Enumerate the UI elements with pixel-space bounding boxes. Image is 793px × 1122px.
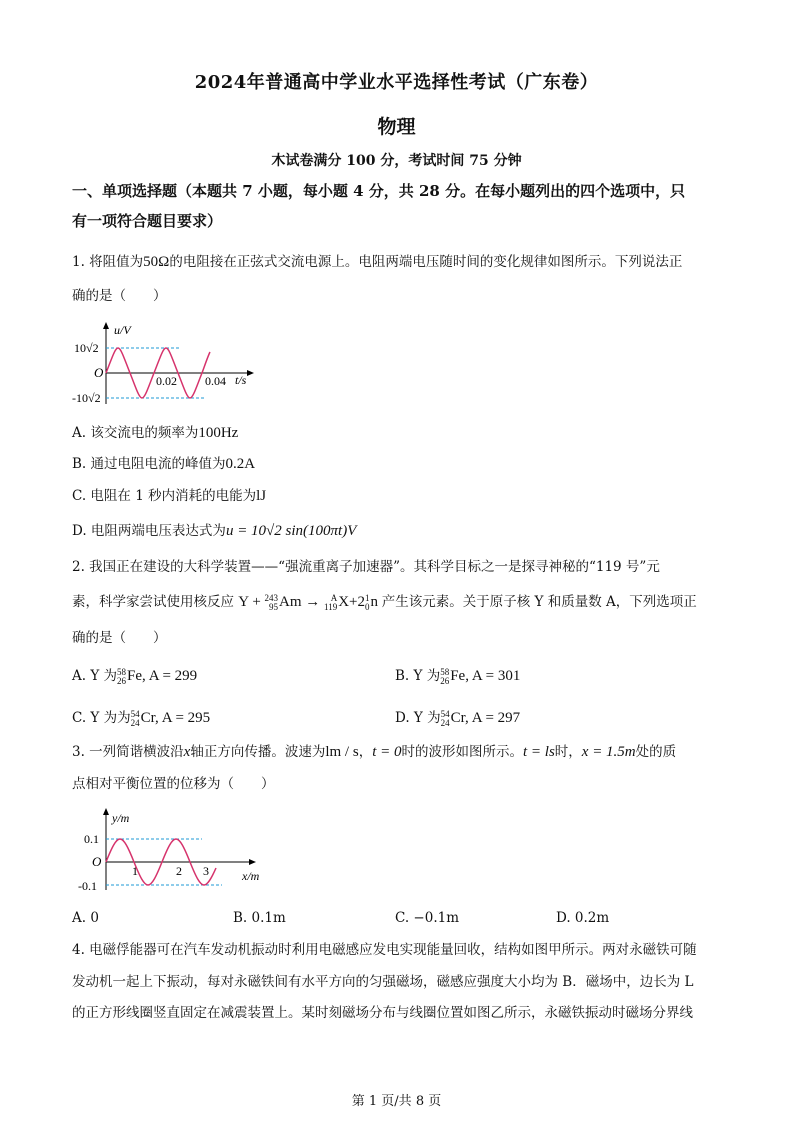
section-heading-line2: 有一项符合题目要求） [72, 212, 223, 230]
q2-stem-line2: 素，科学家尝试使用核反应 Y + 243 95Am → A 119X+21 0n 产生该元素。关于原子核 Y 和质量数 A，下列选项正 [72, 592, 697, 612]
q3-stem-line1: 3. 一列简谐横波沿x轴正方向传播。波速为lm / s，t = 0时的波形如图所示。t = ls时，x = 1.5m处的质 [72, 744, 677, 760]
q3-stem-line2: 点相对平衡位置的位移为（ ） [72, 776, 275, 792]
q1-origin-label: O [94, 365, 104, 380]
q1-x2-label: 0.04 [205, 374, 226, 388]
q4-stem-line1: 4. 电磁俘能器可在汽车发动机振动时利用电磁感应发电实现能量回收，结构如图甲所示。两对永磁铁可随 [72, 942, 697, 958]
q3-tick-3: 3 [203, 864, 209, 878]
q1-option-d[interactable]: D. 电阻两端电压表达式为u = 10√2 sin(100πt)V [72, 523, 357, 539]
subject-title: 物理 [377, 116, 416, 138]
q1-ylabel: u/V [114, 323, 131, 337]
q1-x-arrow-icon [247, 370, 254, 376]
q1-ybottom-label: -10√2 [72, 391, 101, 405]
q1-x1-label: 0.02 [156, 374, 177, 388]
q3-option-d[interactable]: D. 0.2m [556, 910, 610, 926]
q2-option-d[interactable]: D. Y 为54 24Cr, A = 297 [395, 708, 521, 728]
q2-stem-line3: 确的是（ ） [72, 630, 167, 646]
section-heading [72, 176, 722, 236]
q3-origin-label: O [92, 854, 102, 869]
q1-option-b[interactable]: B. 通过电阻电流的峰值为0.2A [72, 456, 256, 472]
q1-stem-line2: 确的是（ ） [72, 288, 167, 304]
q4-stem-line2: 发动机一起上下振动，每对永磁铁间有水平方向的匀强磁场，磁感应强度大小均为 B．磁场中，边长为 L [72, 974, 694, 990]
section-heading-line1: 一、单项选择题（本题共 7 小题，每小题 4 分，共 28 分。在每小题列出的四个选项中，只 [72, 182, 686, 200]
q3-ybottom-label: -0.1 [78, 879, 97, 893]
q2-option-c[interactable]: C. Y 为为54 24Cr, A = 295 [72, 708, 211, 728]
page-footer: 第 1 页/共 8 页 [351, 1094, 442, 1109]
q1-y-arrow-icon [103, 322, 109, 329]
q3-wave-graph [72, 800, 272, 896]
q1-stem-line1: 1. 将阻值为50Ω的电阻接在正弦式交流电源上。电阻两端电压随时间的变化规律如图所示。下列说法正 [72, 254, 683, 270]
q3-ylabel: y/m [112, 811, 130, 825]
q2-option-a[interactable]: A. Y 为58 26Fe, A = 299 [72, 666, 198, 686]
q3-option-b[interactable]: B. 0.1m [233, 910, 286, 926]
q3-tick-2: 2 [176, 864, 182, 878]
q1-resistance: 50Ω [143, 254, 170, 270]
q2-stem-line1: 2. 我国正在建设的大科学装置——“强流重离子加速器”。其科学目标之一是探寻神秘的“119 号”元 [72, 559, 660, 575]
q3-xlabel: x/m [242, 869, 260, 883]
q3-option-a[interactable]: A. 0 [72, 910, 99, 926]
q2-option-b[interactable]: B. Y 为58 26Fe, A = 301 [395, 666, 521, 686]
q4-stem-line3: 的正方形线圈竖直固定在减震装置上。某时刻磁场分布与线圈位置如图乙所示，永磁铁振动时磁场分界线 [72, 1005, 693, 1021]
exam-title: 2024年普通高中学业水平选择性考试（广东卷） [194, 72, 599, 93]
q3-ytop-label: 0.1 [84, 832, 99, 846]
q1-option-c[interactable]: C. 电阻在 1 秒内消耗的电能为lJ [72, 488, 267, 504]
q1-ytop-label: 10√2 [74, 341, 99, 355]
q1-option-a[interactable]: A. 该交流电的频率为100Hz [72, 425, 239, 441]
q3-tick-1: 1 [132, 864, 138, 878]
q3-option-c[interactable]: C. −0.1m [395, 910, 460, 926]
q3-y-arrow-icon [103, 808, 109, 815]
q3-x-arrow-icon [249, 859, 256, 865]
q1-xlabel: t/s [235, 373, 247, 387]
exam-note: 木试卷满分 100 分，考试时间 75 分钟 [271, 153, 522, 169]
q1-voltage-graph [72, 318, 262, 412]
q2-reaction: Y + 243 95Am → A 119X+21 0n [238, 592, 379, 612]
